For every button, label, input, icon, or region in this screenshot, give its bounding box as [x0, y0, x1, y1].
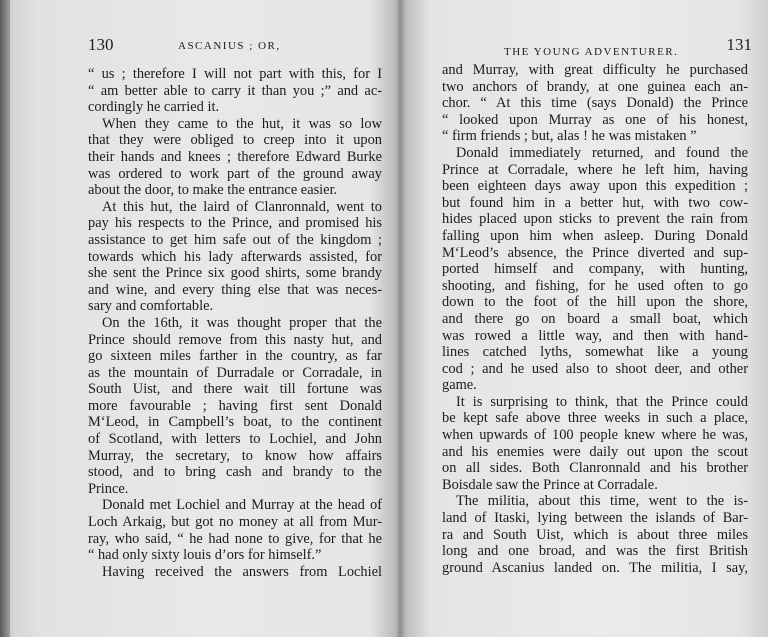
text-line: about the door, to make the entrance easier.	[88, 182, 338, 199]
text-line: On the 16th, it was thought proper that the	[102, 314, 382, 331]
text-line: When they came to the hut, it was so low	[102, 115, 382, 132]
text-line: “ us ; therefore I will not part with this, for I	[88, 66, 382, 82]
book-cover-edge	[0, 0, 10, 637]
text-line: long and one broad, and was the first British	[442, 543, 748, 560]
text-line: of Scotland, with letters to Lochiel, and John	[88, 431, 382, 448]
text-line: be kept safe above three weeks in such a place,	[442, 410, 748, 427]
left-page-text	[88, 66, 382, 580]
text-line: shooting, and fishing, for he used often to go	[442, 277, 748, 294]
text-line: Murray, the secretary, to know how affairs	[88, 447, 382, 464]
text-line: was ordered to work part of the ground away	[88, 165, 382, 182]
text-line: cordingly he carried it.	[88, 99, 220, 116]
text-line: M‘Leod, in Campbell’s boat, to the continent	[88, 414, 382, 431]
text-line: M‘Leod’s absence, the Prince diverted and sup-	[442, 244, 748, 261]
text-line: two anchors of brandy, at one guinea each an-	[442, 78, 748, 95]
text-line: she sent the Prince six good shirts, some brandy	[88, 265, 382, 282]
text-line: The militia, about this time, went to the is-	[456, 493, 748, 510]
text-line: cod ; and he used also to shoot deer, and other	[442, 360, 748, 377]
text-line: Donald met Lochiel and Murray at the head of	[102, 497, 382, 514]
text-line: go sixteen miles farther in the country, as far	[88, 348, 382, 365]
text-line: their hands and knees ; therefore Edward Burke	[88, 148, 382, 165]
text-line: Boisdale saw the Prince at Corradale.	[442, 476, 658, 493]
right-page	[402, 0, 768, 637]
right-running-head: THE YOUNG ADVENTURER.	[504, 46, 679, 58]
left-page-number: 130	[88, 35, 114, 54]
text-line: “ had only sixty louis d’ors for himself.”	[88, 547, 322, 564]
text-line: ported himself and company, with hunting,	[442, 261, 748, 278]
text-line: and wine, and every thing else that was neces-	[88, 281, 382, 298]
text-line: and his enemies were daily out upon the scout	[442, 443, 748, 460]
text-line: South Uist, and there wait till fortune was	[88, 381, 382, 398]
text-line: as the mountain of Durradale or Corradale, in	[88, 364, 382, 381]
text-line: but found him in a better hut, with two cow-	[442, 194, 748, 211]
text-line: stood, and to bring cash and brandy to the	[88, 464, 382, 481]
text-line: and there go on board a small boat, which	[442, 310, 748, 327]
text-line: ra and South Uist, which is about three miles	[442, 526, 748, 543]
text-line: lines catched lyths, somewhat like a young	[442, 344, 748, 361]
left-running-head: ASCANIUS ; OR,	[178, 40, 281, 52]
text-line: Prince at Corradale, where he left him, having	[442, 161, 748, 178]
text-line: hides placed upon sticks to prevent the rain from	[442, 211, 748, 228]
text-line: Donald immediately returned, and found the	[456, 144, 748, 161]
text-line: that they were obliged to creep into it upon	[88, 132, 382, 149]
right-page-number: 131	[726, 35, 752, 54]
text-line: “ looked upon Murray as one of his honest,	[442, 111, 748, 128]
text-line: “ am better able to carry it than you ;” and ac-	[88, 82, 382, 99]
text-line: Loch Arkaig, but got no money at all from Mur-	[88, 514, 382, 531]
text-line: assistance to get him safe out of the kingdom ;	[88, 231, 382, 248]
text-line: more favourable ; having first sent Donald	[88, 397, 382, 414]
text-line: chor. “ At this time (says Donald) the Prince	[442, 95, 748, 112]
left-page	[10, 0, 398, 637]
text-line: land of Itaski, lying between the islands of Bar-	[442, 510, 748, 527]
text-line: Prince.	[88, 480, 129, 497]
text-line: Having received the answers from Lochiel	[102, 563, 382, 580]
text-line: falling upon him when asleep. During Donald	[442, 227, 748, 244]
text-line: sary and comfortable.	[88, 298, 214, 315]
text-line: been eighteen days away upon this expedition ;	[442, 178, 748, 195]
text-line: pay his respects to the Prince, and promised his	[88, 215, 382, 232]
text-line: ray, who said, “ he had none to give, for that he	[88, 530, 382, 547]
text-line: “ firm friends ; but, alas ! he was mistaken ”	[442, 128, 697, 145]
text-line: It is surprising to think, that the Prince could	[456, 393, 748, 410]
text-line: Prince should remove from this nasty hut, and	[88, 331, 382, 348]
text-line: and Murray, with great difficulty he purchased	[442, 62, 748, 78]
text-line: on all sides. Both Clanronnald and his brother	[442, 460, 748, 477]
text-line: ground Ascanius landed on. The militia, I say,	[442, 559, 748, 576]
text-line: towards which his lady afterwards assisted, for	[88, 248, 382, 265]
text-line: was rowed a little way, and then with hand-	[442, 327, 748, 344]
text-line: down to the foot of the hill upon the shore,	[442, 294, 748, 311]
text-line: game.	[442, 377, 477, 394]
text-line: At this hut, the laird of Clanronnald, went to	[102, 198, 382, 215]
right-page-text	[442, 62, 748, 576]
text-line: when upwards of 100 people knew where he was,	[442, 427, 748, 444]
